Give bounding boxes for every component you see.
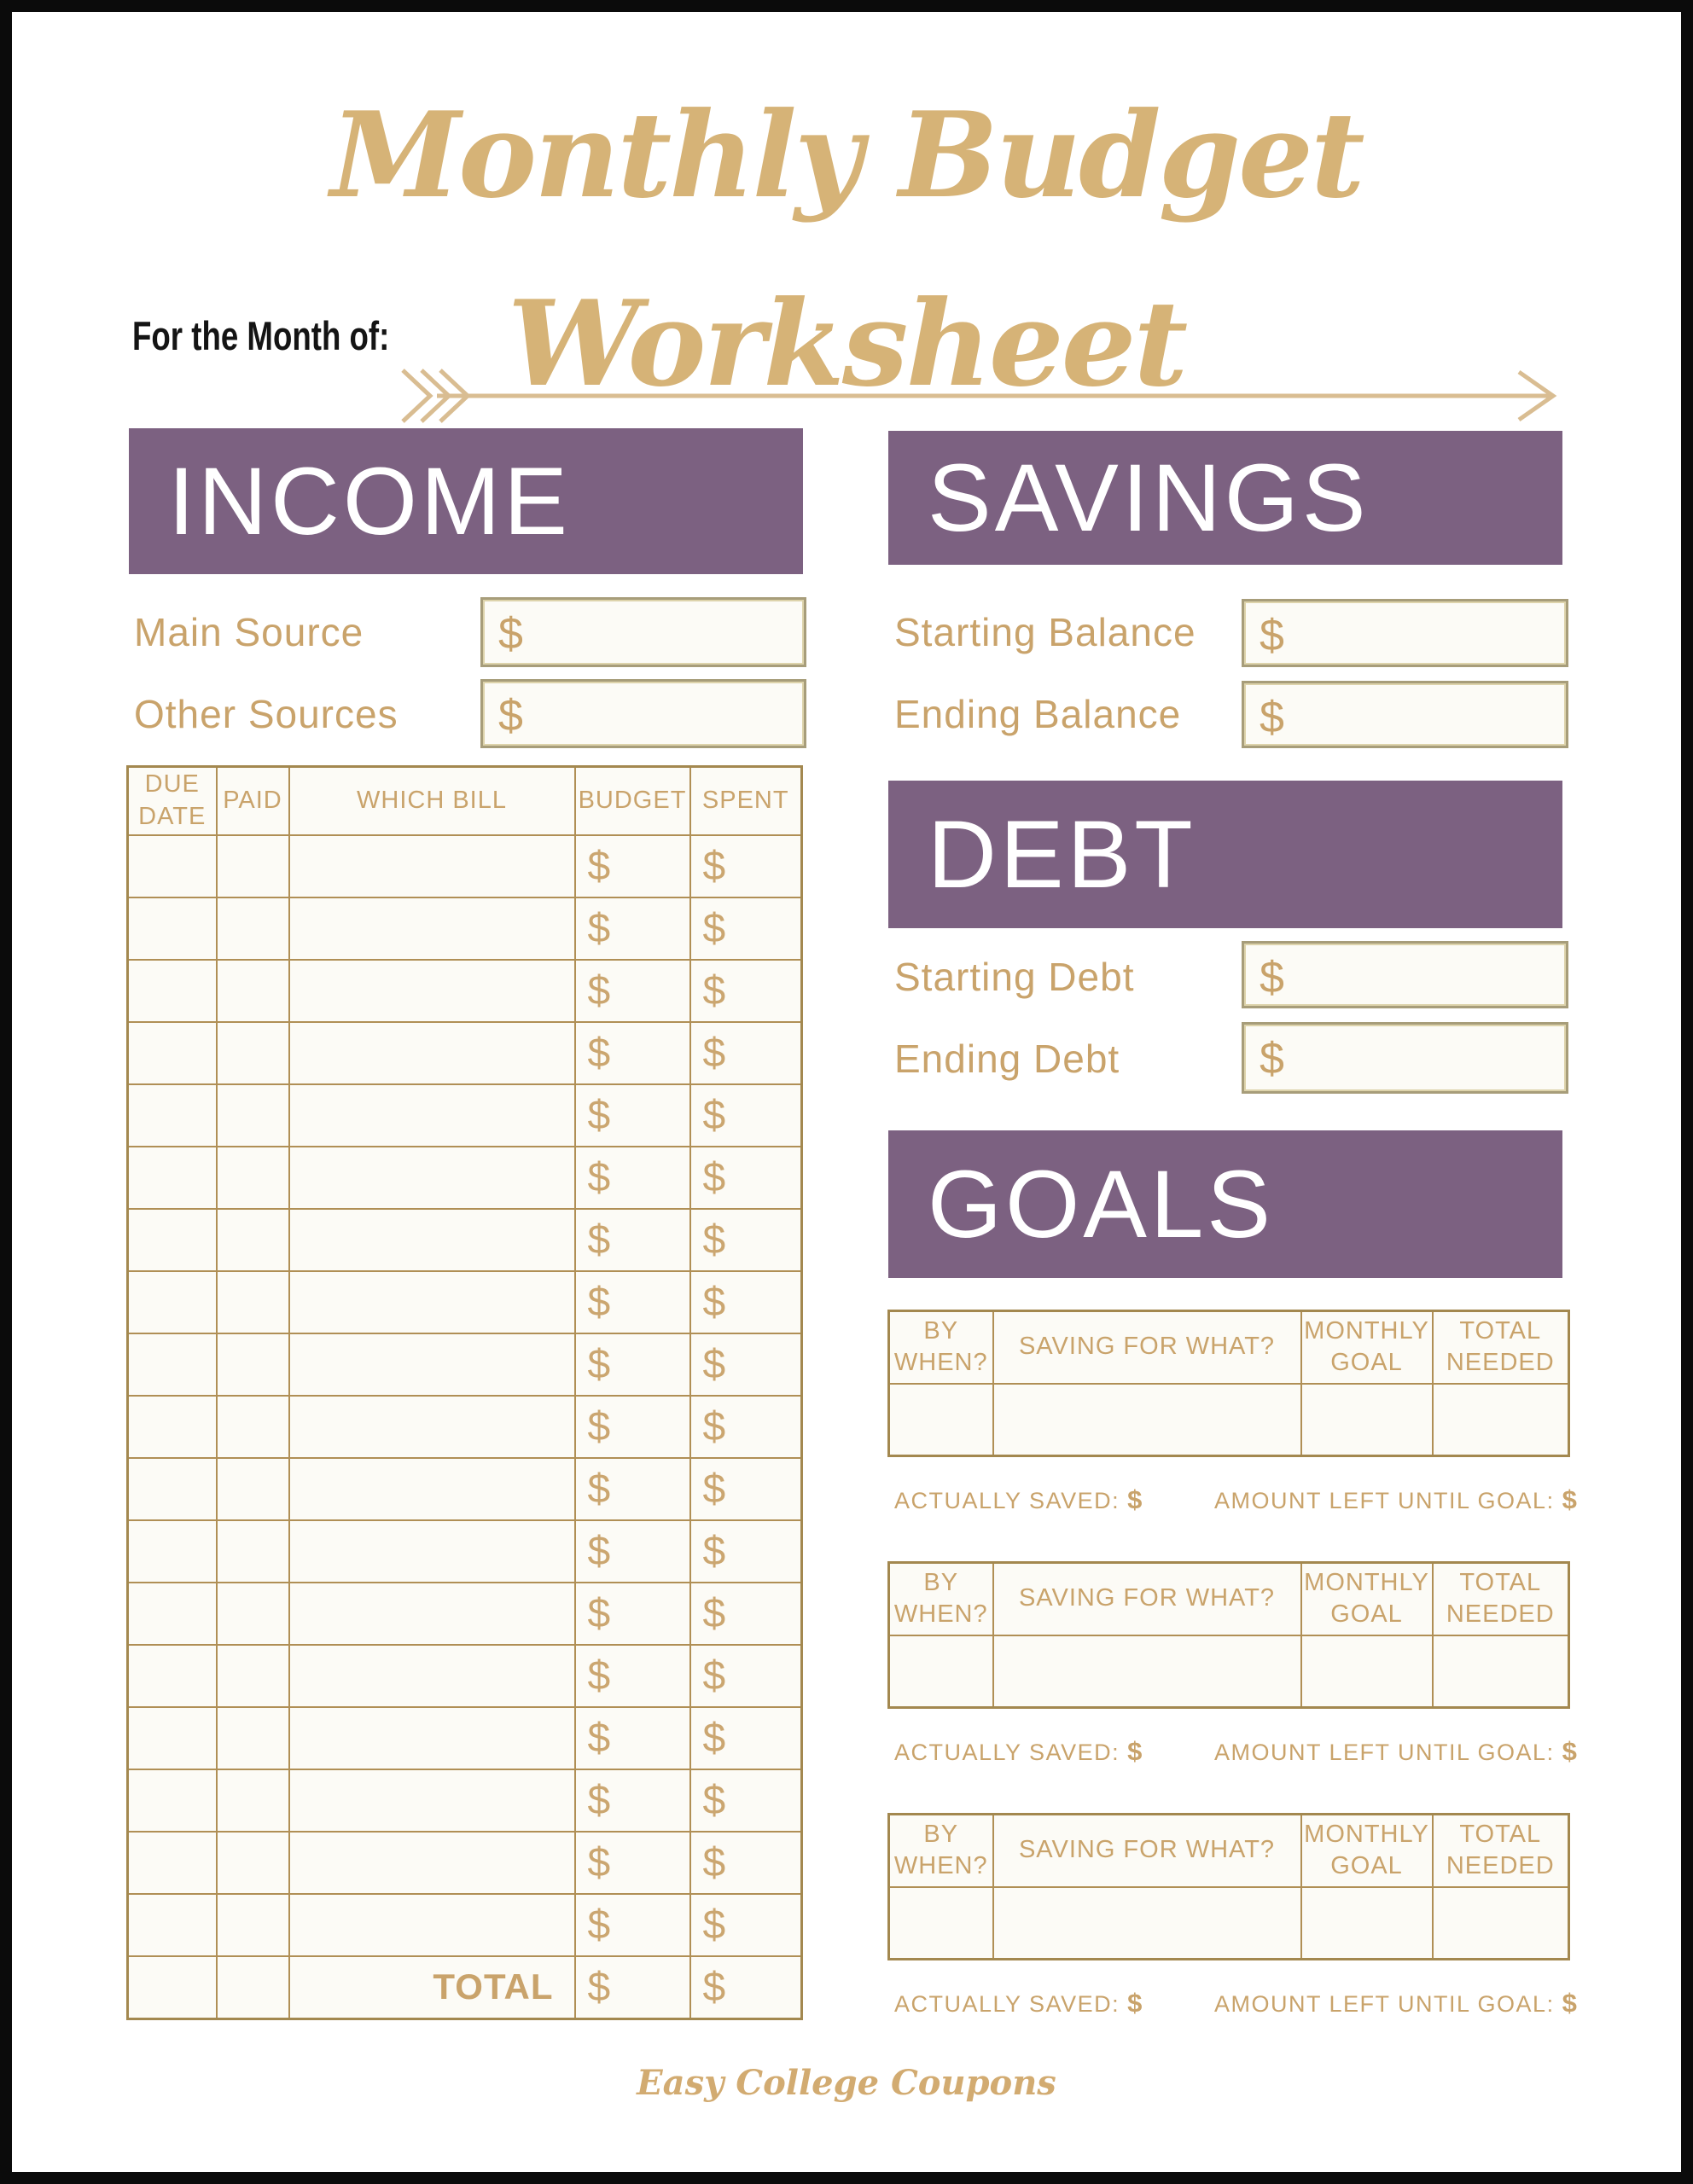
spent-cell[interactable]: $: [690, 1084, 802, 1147]
currency-symbol: $: [1260, 611, 1284, 660]
spent-cell[interactable]: $: [690, 897, 802, 960]
paid-cell[interactable]: [217, 1707, 289, 1769]
paid-cell[interactable]: [217, 1209, 289, 1271]
spent-cell[interactable]: $: [690, 1147, 802, 1209]
bill-row: [128, 1645, 802, 1707]
by-when-cell[interactable]: [889, 1887, 993, 1960]
bill-table: [126, 765, 803, 2020]
ending-balance-label: Ending Balance: [894, 692, 1182, 736]
currency-symbol[interactable]: $: [1562, 1484, 1577, 1514]
amount-left-label: AMOUNT LEFT UNTIL GOAL:: [1214, 1488, 1555, 1513]
bill-row: [128, 960, 802, 1022]
paid-cell[interactable]: [217, 1271, 289, 1333]
amount-left-label: AMOUNT LEFT UNTIL GOAL:: [1214, 1991, 1555, 2017]
total-needed-cell[interactable]: [1433, 1384, 1569, 1456]
bill-total-row: [128, 1956, 802, 2019]
due-date-cell: [128, 1956, 217, 2019]
budget-cell[interactable]: $: [575, 1583, 690, 1645]
starting-balance-label: Starting Balance: [894, 610, 1196, 654]
due-date-cell[interactable]: [128, 1894, 217, 1956]
paid-cell[interactable]: [217, 1645, 289, 1707]
which-bill-cell[interactable]: [289, 1396, 575, 1458]
actually-saved-label: ACTUALLY SAVED:: [894, 1488, 1120, 1513]
which-bill-cell[interactable]: [289, 960, 575, 1022]
due-date-cell[interactable]: [128, 1022, 217, 1084]
due-date-cell[interactable]: [128, 1583, 217, 1645]
budget-cell[interactable]: $: [575, 1084, 690, 1147]
actually-saved-label: ACTUALLY SAVED:: [894, 1740, 1120, 1765]
due-date-cell[interactable]: [128, 1769, 217, 1832]
due-date-cell[interactable]: [128, 1396, 217, 1458]
paid-cell[interactable]: [217, 1520, 289, 1583]
budget-cell[interactable]: $: [575, 1209, 690, 1271]
spent-cell[interactable]: $: [690, 1894, 802, 1956]
goal-table-header: [889, 1563, 1569, 1635]
col-by-when: BY WHEN?: [889, 1815, 993, 1887]
currency-symbol[interactable]: $: [1127, 1484, 1143, 1514]
income-section-header: INCOME: [129, 428, 803, 574]
budget-cell[interactable]: $: [575, 1333, 690, 1396]
bill-row: [128, 1209, 802, 1271]
bill-table-header: [128, 767, 802, 835]
saving-for-what-cell[interactable]: [993, 1635, 1301, 1708]
paid-cell[interactable]: [217, 1333, 289, 1396]
goal-table-3: [887, 1813, 1570, 1960]
spent-cell[interactable]: $: [690, 1769, 802, 1832]
goals-section-header: GOALS: [888, 1130, 1562, 1278]
goal-row: [889, 1384, 1569, 1456]
which-bill-cell[interactable]: [289, 1458, 575, 1520]
col-paid: PAID: [217, 767, 289, 835]
col-budget: BUDGET: [575, 767, 690, 835]
other-sources-label: Other Sources: [134, 692, 399, 736]
brand-signature: Easy College Coupons: [637, 2063, 1056, 2103]
due-date-cell[interactable]: [128, 960, 217, 1022]
spent-cell[interactable]: $: [690, 1520, 802, 1583]
saving-for-what-cell[interactable]: [993, 1887, 1301, 1960]
budget-cell[interactable]: $: [575, 1894, 690, 1956]
spent-cell[interactable]: $: [690, 960, 802, 1022]
which-bill-cell[interactable]: [289, 1832, 575, 1894]
bill-row: [128, 1832, 802, 1894]
col-total-needed: TOTAL NEEDED: [1433, 1815, 1569, 1887]
paid-cell[interactable]: [217, 1769, 289, 1832]
paid-cell[interactable]: [217, 1147, 289, 1209]
actually-saved-label: ACTUALLY SAVED:: [894, 1991, 1120, 2017]
paid-cell[interactable]: [217, 835, 289, 897]
budget-total-cell[interactable]: $: [575, 1956, 690, 2019]
paid-cell[interactable]: [217, 1583, 289, 1645]
goal-table-header: [889, 1311, 1569, 1384]
which-bill-cell[interactable]: [289, 1894, 575, 1956]
currency-symbol[interactable]: $: [1127, 1736, 1143, 1766]
due-date-cell[interactable]: [128, 1333, 217, 1396]
col-by-when: BY WHEN?: [889, 1311, 993, 1384]
col-by-when: BY WHEN?: [889, 1563, 993, 1635]
bill-row: [128, 1894, 802, 1956]
due-date-cell[interactable]: [128, 1707, 217, 1769]
col-saving-for-what: SAVING FOR WHAT?: [993, 1563, 1301, 1635]
starting-balance-input[interactable]: [1242, 599, 1568, 667]
bill-row: [128, 1271, 802, 1333]
bill-row: [128, 1084, 802, 1147]
currency-symbol: $: [498, 609, 523, 659]
monthly-goal-cell[interactable]: [1301, 1635, 1433, 1708]
bill-row: [128, 835, 802, 897]
bill-row: [128, 1707, 802, 1769]
due-date-cell[interactable]: [128, 1458, 217, 1520]
month-label: For the Month of:: [132, 313, 390, 358]
col-spent: SPENT: [690, 767, 802, 835]
budget-cell[interactable]: $: [575, 960, 690, 1022]
goal-summary-2: [894, 1736, 1577, 1767]
due-date-cell[interactable]: [128, 1645, 217, 1707]
due-date-cell[interactable]: [128, 1520, 217, 1583]
spent-cell[interactable]: $: [690, 1645, 802, 1707]
bill-row: [128, 1333, 802, 1396]
which-bill-cell[interactable]: [289, 1583, 575, 1645]
col-due-date: DUE DATE: [128, 767, 217, 835]
currency-symbol: $: [1260, 693, 1284, 742]
saving-for-what-cell[interactable]: [993, 1384, 1301, 1456]
amount-left-label: AMOUNT LEFT UNTIL GOAL:: [1214, 1740, 1555, 1765]
bill-row: [128, 1396, 802, 1458]
which-bill-cell[interactable]: [289, 1520, 575, 1583]
debt-section-header: DEBT: [888, 781, 1562, 928]
page-title: Monthly Budget Worksheet: [330, 85, 1363, 413]
monthly-goal-cell[interactable]: [1301, 1384, 1433, 1456]
goal-table-header: [889, 1815, 1569, 1887]
due-date-cell[interactable]: [128, 835, 217, 897]
forward-arrow-icon: [399, 358, 1560, 439]
which-bill-cell[interactable]: [289, 1209, 575, 1271]
bill-row: [128, 897, 802, 960]
col-total-needed: TOTAL NEEDED: [1433, 1311, 1569, 1384]
due-date-cell[interactable]: [128, 1209, 217, 1271]
goal-row: [889, 1887, 1569, 1960]
goal-summary-1: [894, 1484, 1577, 1515]
currency-symbol[interactable]: $: [1127, 1988, 1143, 2018]
budget-cell[interactable]: $: [575, 1271, 690, 1333]
budget-cell[interactable]: $: [575, 1147, 690, 1209]
total-needed-cell[interactable]: [1433, 1887, 1569, 1960]
goal-row: [889, 1635, 1569, 1708]
paid-cell[interactable]: [217, 1832, 289, 1894]
which-bill-cell[interactable]: [289, 1333, 575, 1396]
amount-left-group: [1214, 1736, 1577, 1767]
which-bill-cell[interactable]: [289, 1147, 575, 1209]
goal-table-2: [887, 1561, 1570, 1709]
due-date-cell[interactable]: [128, 1271, 217, 1333]
goal-summary-3: [894, 1988, 1577, 2018]
spent-cell[interactable]: $: [690, 1832, 802, 1894]
col-which-bill: WHICH BILL: [289, 767, 575, 835]
due-date-cell[interactable]: [128, 1832, 217, 1894]
by-when-cell[interactable]: [889, 1384, 993, 1456]
total-label: TOTAL: [289, 1956, 575, 2019]
amount-left-group: [1214, 1484, 1577, 1515]
col-total-needed: TOTAL NEEDED: [1433, 1563, 1569, 1635]
paid-cell[interactable]: [217, 1894, 289, 1956]
spent-cell[interactable]: $: [690, 1583, 802, 1645]
spent-cell[interactable]: $: [690, 1707, 802, 1769]
ending-balance-input[interactable]: [1242, 681, 1568, 748]
col-saving-for-what: SAVING FOR WHAT?: [993, 1815, 1301, 1887]
goal-table-1: [887, 1310, 1570, 1457]
budget-cell[interactable]: $: [575, 1022, 690, 1084]
main-source-label: Main Source: [134, 610, 364, 654]
bill-row: [128, 1147, 802, 1209]
spent-cell[interactable]: $: [690, 1396, 802, 1458]
paid-cell[interactable]: [217, 1084, 289, 1147]
which-bill-cell[interactable]: [289, 1769, 575, 1832]
budget-cell[interactable]: $: [575, 1520, 690, 1583]
budget-cell[interactable]: $: [575, 1832, 690, 1894]
col-monthly-goal: MONTHLY GOAL: [1301, 1563, 1433, 1635]
spent-cell[interactable]: $: [690, 1458, 802, 1520]
budget-cell[interactable]: $: [575, 1396, 690, 1458]
which-bill-cell[interactable]: [289, 835, 575, 897]
spent-cell[interactable]: $: [690, 1209, 802, 1271]
monthly-goal-cell[interactable]: [1301, 1887, 1433, 1960]
amount-left-group: [1214, 1988, 1577, 2018]
col-monthly-goal: MONTHLY GOAL: [1301, 1815, 1433, 1887]
main-source-input[interactable]: [480, 597, 806, 667]
budget-cell[interactable]: $: [575, 1707, 690, 1769]
currency-symbol[interactable]: $: [1562, 1736, 1577, 1766]
spent-cell[interactable]: $: [690, 835, 802, 897]
paid-cell[interactable]: [217, 1022, 289, 1084]
starting-debt-input[interactable]: [1242, 941, 1568, 1008]
paid-cell[interactable]: [217, 1458, 289, 1520]
col-saving-for-what: SAVING FOR WHAT?: [993, 1311, 1301, 1384]
which-bill-cell[interactable]: [289, 1084, 575, 1147]
spent-cell[interactable]: $: [690, 1022, 802, 1084]
which-bill-cell[interactable]: [289, 1022, 575, 1084]
budget-cell[interactable]: $: [575, 1769, 690, 1832]
paid-cell: [217, 1956, 289, 2019]
col-monthly-goal: MONTHLY GOAL: [1301, 1311, 1433, 1384]
which-bill-cell[interactable]: [289, 1271, 575, 1333]
bill-row: [128, 1022, 802, 1084]
ending-debt-label: Ending Debt: [894, 1037, 1120, 1081]
which-bill-cell[interactable]: [289, 1645, 575, 1707]
bill-row: [128, 1769, 802, 1832]
budget-cell[interactable]: $: [575, 1645, 690, 1707]
budget-cell[interactable]: $: [575, 1458, 690, 1520]
paid-cell[interactable]: [217, 1396, 289, 1458]
paid-cell[interactable]: [217, 897, 289, 960]
currency-symbol[interactable]: $: [1562, 1988, 1577, 2018]
due-date-cell[interactable]: [128, 1084, 217, 1147]
currency-symbol: $: [1260, 1034, 1284, 1083]
savings-section-header: SAVINGS: [888, 431, 1562, 565]
bill-row: [128, 1520, 802, 1583]
spent-cell[interactable]: $: [690, 1271, 802, 1333]
budget-cell[interactable]: $: [575, 897, 690, 960]
currency-symbol: $: [1260, 953, 1284, 1002]
which-bill-cell[interactable]: [289, 1707, 575, 1769]
due-date-cell[interactable]: [128, 1147, 217, 1209]
paid-cell[interactable]: [217, 960, 289, 1022]
budget-cell[interactable]: $: [575, 835, 690, 897]
which-bill-cell[interactable]: [289, 897, 575, 960]
spent-cell[interactable]: $: [690, 1333, 802, 1396]
by-when-cell[interactable]: [889, 1635, 993, 1708]
bill-row: [128, 1583, 802, 1645]
starting-debt-label: Starting Debt: [894, 955, 1135, 999]
currency-symbol: $: [498, 691, 523, 741]
due-date-cell[interactable]: [128, 897, 217, 960]
total-needed-cell[interactable]: [1433, 1635, 1569, 1708]
other-sources-input[interactable]: [480, 679, 806, 748]
ending-debt-input[interactable]: [1242, 1022, 1568, 1094]
spent-total-cell[interactable]: $: [690, 1956, 802, 2019]
bill-row: [128, 1458, 802, 1520]
